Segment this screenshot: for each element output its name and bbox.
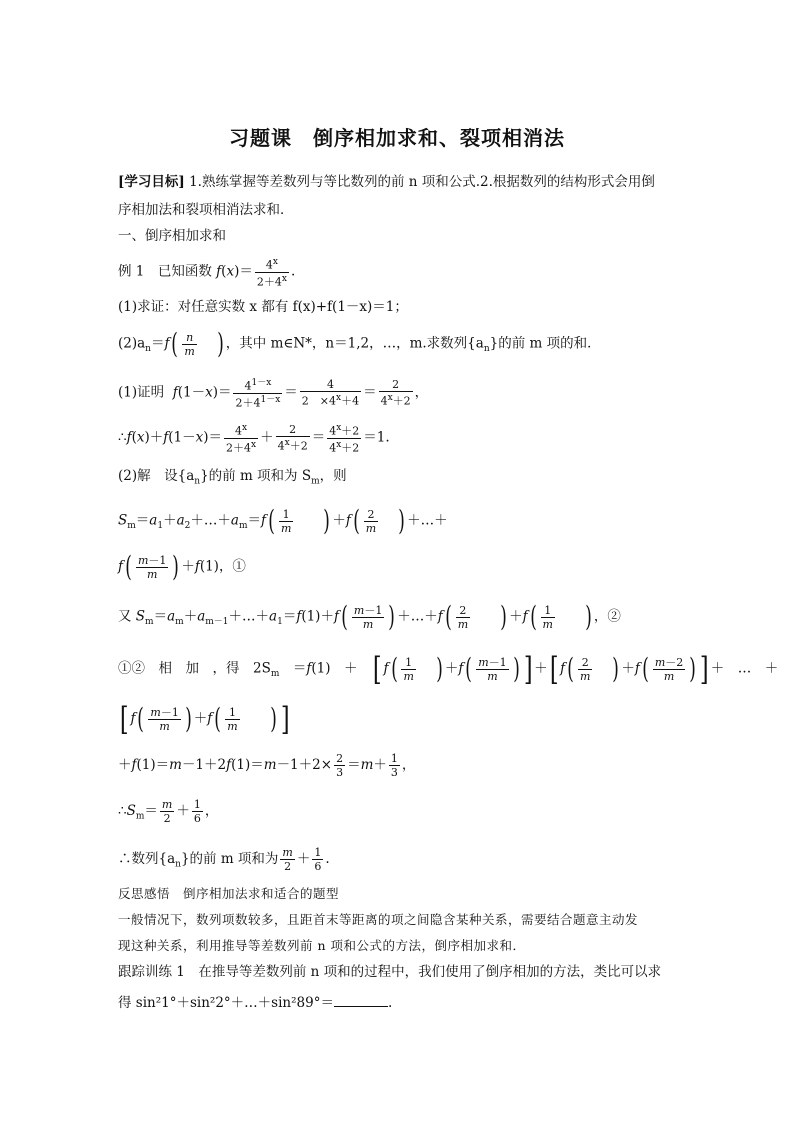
example-1-statement: 例 1 已知函数 f(x)＝ $\frac{4^x}{2+4^x}$ . <box>118 257 296 289</box>
reflection-line-1: 一般情况下，数列项数较多，且距首末等距离的项之间隐含某种关系，需要结合题意主动发 <box>118 912 639 927</box>
proof-label: (1)证明 <box>118 384 165 401</box>
followup-line-1: 跟踪训练 1 在推导等差数列前 n 项和的过程中，我们使用了倒序相加的方法，类比可以求 <box>118 964 662 980</box>
proof-line-2: ∴f(x)＋f(1－x)＝ $\frac{4^x}{2+4^x}$ ＋ $\frac{2}{4^x+2}$ ＝ $\frac{4^x+2}{4^x+2}$ ＝1. <box>118 423 390 455</box>
objectives-text-1: 1.熟练掌握等差数列与等比数列的前 n 项和公式.2.根据数列的结构形式会用倒 <box>184 174 655 190</box>
example-1-label: 例 1 已知函数 <box>118 263 217 280</box>
example-1-part-2: $(2)a_n=f$( $\frac{n}{m}$ ) ，其中 m∈N*，n＝1,2，…，m.求数列$\{a_n\}$的前 m 项的和． <box>118 327 601 360</box>
objectives-line-1 <box>118 176 655 190</box>
sum-result-line: ＋f(1)＝m－1＋2f(1)＝m－1＋2× $\frac{2}{3}$ ＝m＋ $\frac{1}{3}$ ， <box>118 752 416 779</box>
objectives-line-2: 序相加法和裂项相消法求和． <box>118 202 294 218</box>
solution-intro: (2)解 设$\{a_n\}$的前 m 项和为 $S_m$，则 <box>118 468 347 487</box>
sum-addition-line-1: ①② 相 加 ，得 $2S_m$ ＝f(1) ＋ [ f( $\frac{1}{m}$ ) ＋f( $\frac{m-1}{m}$ ) ] ＋[ f( $\frac{2}{m}$ ) ＋f( $\frac{m-2}{m}$ ) ] ＋ … ＋ <box>118 650 779 688</box>
example-1-part-1: (1)求证：对任意实数 x 都有 f(x)+f(1－x)＝1； <box>118 299 408 315</box>
final-answer-line: ∴数列$\{a_n\}$的前 m 项和为 $\frac{m}{2}$ ＋ $\frac{1}{6}$ . <box>118 846 330 873</box>
reflection-line-2: 现这种关系，利用推导等差数列前 n 项和公式的方法，倒序相加求和． <box>118 938 526 953</box>
sum-forward-line-1: $S_m=a_1+a_2+\dots+a_m=f$( $\frac{1}{m}$ ) ＋f( $\frac{2}{m}$ ) ＋…＋ <box>118 504 448 537</box>
page-title: 习题课 倒序相加求和、裂项相消法 <box>229 126 565 150</box>
reflection-title: 反思感悟 倒序相加法求和适合的题型 <box>118 886 340 901</box>
solution-label: (2)解 <box>118 468 151 484</box>
sm-formula-line: $\therefore S_m=$ $\frac{m}{2}$ ＋ $\frac{1}{6}$ ， <box>118 798 219 825</box>
section-heading: 一、倒序相加求和 <box>118 228 226 244</box>
followup-line-2: 得 sin²1°＋sin²2°＋…＋sin²89°＝ . <box>118 995 393 1011</box>
objectives-label: [学习目标] <box>118 174 185 190</box>
sum-forward-line-2: f( $\frac{m-1}{m}$ ) ＋f(1)，① <box>118 550 246 583</box>
answer-blank[interactable] <box>334 994 388 1007</box>
fraction: $\frac{4^x}{2+4^x}$ <box>256 257 287 289</box>
sum-reverse-line: 又 $S_m=a_m+a_{m-1}+\dots+a_1=f(1)+f$( $\frac{m-1}{m}$ ) ＋…＋f( $\frac{2}{m}$ ) ＋f( $\frac{1}{m}$ ) ，② <box>118 600 621 633</box>
sum-addition-line-2: [ f( $\frac{m-1}{m}$ ) ＋f( $\frac{1}{m}$ ) ] <box>119 700 290 738</box>
proof-line-1: (1)证明 f(1－x)＝ $\frac{4^{1-x}}{2+4^{1-x}}$ ＝ $\frac{4}{2 \times 4^x+4}$ ＝ $\frac{2}{4^x+2}$ ， <box>118 378 429 410</box>
